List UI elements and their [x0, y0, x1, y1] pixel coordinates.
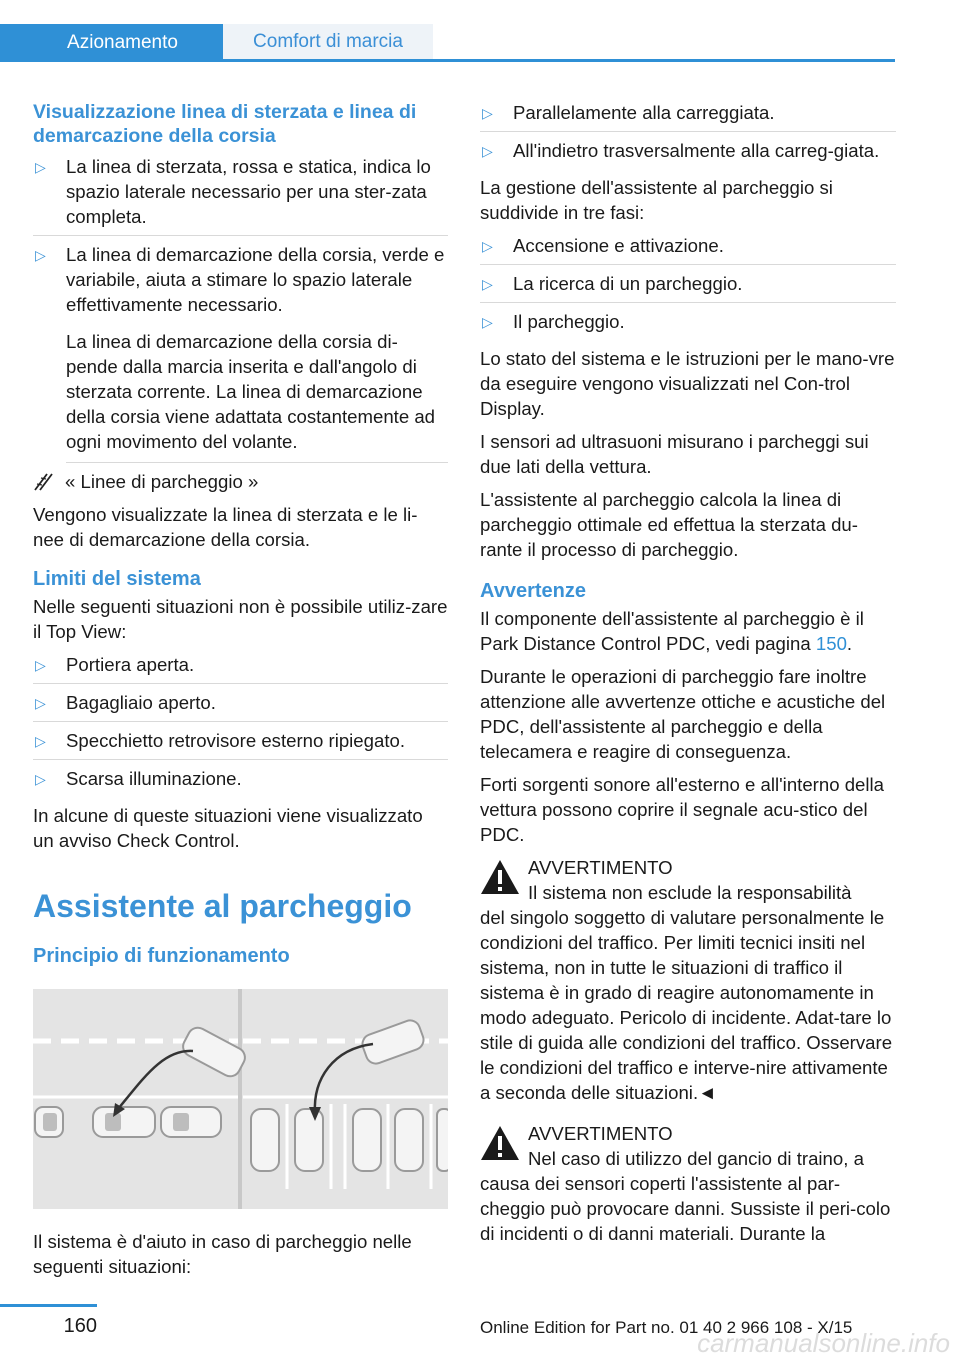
heading-system-limits: Limiti del sistema	[33, 568, 201, 590]
list-item: ▷ Parallelamente alla carreggiata.	[480, 100, 896, 132]
edition-footer: Online Edition for Part no. 01 40 2 966 108 - X/15	[480, 1318, 853, 1337]
paragraph: La gestione dell'assistente al parcheggio si suddivide in tre fasi:	[480, 177, 833, 223]
paragraph: L'assistente al parcheggio calcola la linea di parcheggio ottimale ed effettua la sterzata du-rante il processo di parcheggio.	[480, 489, 858, 560]
steering-bullets	[33, 154, 448, 323]
paragraph: Il sistema è d'aiuto in caso di parcheggio nelle seguenti situazioni:	[33, 1231, 412, 1277]
warning-triangle-icon	[480, 859, 520, 895]
triangle-bullet-icon: ▷	[482, 143, 493, 159]
divider	[66, 462, 448, 463]
triangle-bullet-icon: ▷	[35, 733, 46, 749]
list-item: ▷ Accensione e attivazione.	[480, 233, 896, 265]
paragraph: In alcune di queste situazioni viene visualizzato un avviso Check Control.	[33, 805, 423, 851]
paragraph: Il componente dell'assistente al parcheggio è il Park Distance Control PDC, vedi pagina 150.	[480, 608, 864, 654]
triangle-bullet-icon: ▷	[35, 657, 46, 673]
heading-operating-principle: Principio di funzionamento	[33, 945, 290, 967]
triangle-bullet-icon: ▷	[482, 314, 493, 330]
list-item: ▷ Portiera aperta.	[33, 652, 448, 684]
list-item: ▷ All'indietro trasversalmente alla carreg-giata.	[480, 138, 896, 169]
list-item: ▷ Specchietto retrovisore esterno ripiegato.	[33, 728, 448, 760]
left-column	[33, 100, 448, 1287]
triangle-bullet-icon: ▷	[482, 105, 493, 121]
warning-title: AVVERTIMENTO	[528, 1123, 673, 1144]
warning-lead: Il sistema non esclude la responsabilità	[528, 882, 852, 903]
triangle-bullet-icon: ▷	[482, 276, 493, 292]
header-rule	[0, 59, 895, 62]
warning-text: del singolo soggetto di valutare personalmente le condizioni del traffico. Per limiti tecnici insiti nel sistema, non in tutte le situazioni di traffico il sistema è in grado di reagire autonomamente in modo adeguato. Pericolo di incidente. Adat-tare lo stile di guida alle condizioni del traffico. Osservare le condizioni del traffico e interve-nire attivamente a seconda delle situazioni.◄	[480, 907, 893, 1103]
list-item: ▷ Scarsa illuminazione.	[33, 766, 448, 797]
watermark: carmanualsonline.info	[697, 1328, 950, 1358]
page-number-rule	[0, 1304, 97, 1307]
heading-steering-lines: Visualizzazione linea di sterzata e linea di demarcazione della corsia	[33, 101, 417, 147]
triangle-bullet-icon: ▷	[35, 159, 46, 175]
tab-azionamento[interactable]: Azionamento	[0, 24, 223, 62]
parking-lines-icon	[33, 472, 53, 492]
heading-warnings: Avvertenze	[480, 580, 586, 602]
menu-path: « Linee di parcheggio »	[33, 469, 448, 494]
paragraph: Vengono visualizzate la linea di sterzata e le li-nee di demarcazione della corsia.	[33, 504, 418, 550]
list-item: ▷ La linea di demarcazione della corsia, verde e variabile, aiuta a stimare lo spazio laterale effettivamente necessario.	[35, 244, 445, 315]
warning-lead: Nel caso di utilizzo del gancio di traino, a	[528, 1148, 864, 1169]
list-item: ▷ La ricerca di un parcheggio.	[480, 271, 896, 303]
paragraph: Lo stato del sistema e le istruzioni per le mano-vre da eseguire vengono visualizzati nel Con-trol Display.	[480, 348, 895, 419]
heading-parking-assistant: Assistente al parcheggio	[33, 888, 412, 924]
page-link[interactable]: 150	[815, 633, 847, 654]
paragraph: I sensori ad ultrasuoni misurano i parcheggi sui due lati della vettura.	[480, 431, 869, 477]
triangle-bullet-icon: ▷	[35, 247, 46, 263]
triangle-bullet-icon: ▷	[35, 695, 46, 711]
tab-comfort-di-marcia[interactable]: Comfort di marcia	[223, 24, 433, 59]
list-item: ▷ Il parcheggio.	[480, 309, 896, 340]
warning-block	[480, 855, 896, 1105]
warning-text: causa dei sensori coperti l'assistente al par-cheggio può provocare danni. Sussiste il peri-colo di incidenti o di danni materiali. Durante la	[480, 1173, 891, 1244]
list-item: ▷ Bagagliaio aperto.	[33, 690, 448, 722]
sub-paragraph: La linea di demarcazione della corsia di-pende dalla marcia inserita e dall'angolo di sterzata corrente. La linea di demarcazione della corsia viene adattata costantemente ad ogni movimento del volante.	[66, 331, 436, 452]
paragraph: Forti sorgenti sonore all'esterno e all'interno della vettura possono coprire il segnale acu-stico del PDC.	[480, 774, 884, 845]
limits-bullets	[33, 652, 448, 797]
header-tabs	[0, 24, 895, 62]
triangle-bullet-icon: ▷	[482, 238, 493, 254]
list-item: ▷ La linea di sterzata, rossa e statica, indica lo spazio laterale necessario per una ster-zata completa.	[33, 154, 448, 236]
right-column	[480, 100, 896, 1254]
page-number: 160	[63, 1315, 97, 1337]
phases-bullets	[480, 233, 896, 340]
paragraph: Nelle seguenti situazioni non è possibile utiliz-zare il Top View:	[33, 596, 448, 642]
warning-triangle-icon	[480, 1125, 520, 1161]
situations-bullets	[480, 100, 896, 169]
triangle-bullet-icon: ▷	[35, 771, 46, 787]
warning-block	[480, 1121, 896, 1246]
paragraph: Durante le operazioni di parcheggio fare inoltre attenzione alle avvertenze ottiche e acustiche del PDC, dell'assistente al parcheggio e della telecamera e reagire di conseguenza.	[480, 666, 886, 762]
warning-title: AVVERTIMENTO	[528, 857, 673, 878]
parking-illustration	[33, 989, 448, 1209]
